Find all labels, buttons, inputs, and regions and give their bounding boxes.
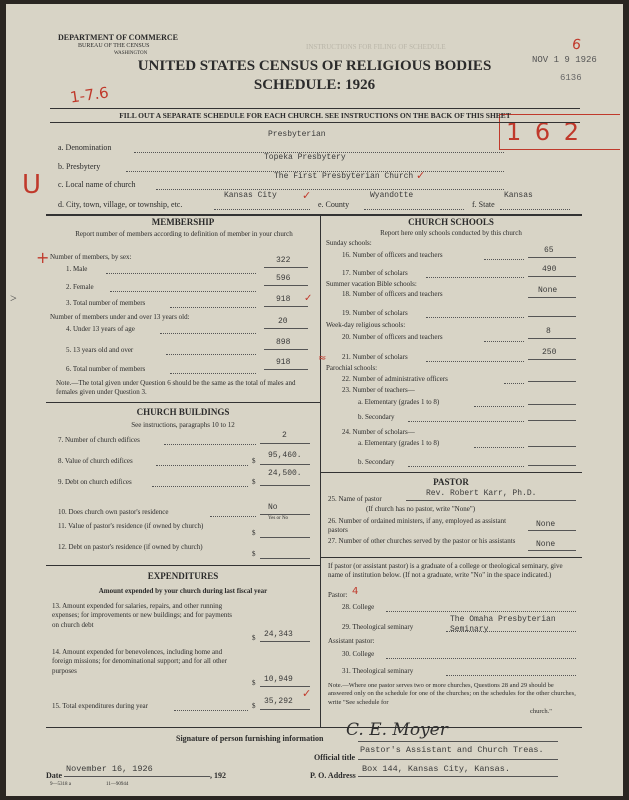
signature-label: Signature of person furnishing information	[176, 734, 324, 743]
q1-label: 1. Male	[66, 265, 88, 273]
q13-value: 24,343	[264, 630, 293, 639]
q23a-label: a. Elementary (grades 1 to 8)	[358, 398, 440, 406]
address-value: Box 144, Kansas City, Kansas.	[362, 764, 510, 774]
q7-label: 7. Number of church edifices	[58, 436, 140, 444]
address-label: P. O. Address	[310, 771, 356, 780]
q20-value: 8	[546, 327, 551, 336]
census-form	[6, 4, 623, 796]
weekday-schools-label: Week-day religious schools:	[326, 321, 406, 329]
official-title-value: Pastor's Assistant and Church Treas.	[360, 745, 544, 755]
buildings-title: CHURCH BUILDINGS	[136, 407, 230, 417]
q22-label: 22. Number of administrative officers	[342, 375, 448, 383]
q9-label: 9. Debt on church edifices	[58, 478, 132, 486]
form-title: UNITED STATES CENSUS OF RELIGIOUS BODIES	[137, 58, 492, 74]
q29-label: 29. Theological seminary	[342, 623, 414, 631]
q13-label: 13. Amount expended for salaries, repairs, and other running expenses; for improvements or new buildings; and for payments on church debt	[52, 602, 233, 629]
red-check-church: ✓	[416, 169, 426, 182]
q15-dollar: $	[252, 702, 256, 710]
pastor-note: Note.—Where one pastor serves two or more churches, Questions 28 and 29 should be answered only on the schedule for one of the churches; on the schedules for the other churches, write "See schedule for	[328, 682, 576, 706]
handwritten-mark-u: U	[22, 170, 42, 200]
form-number: 9—5318 a	[50, 782, 71, 787]
q24-label: 24. Number of scholars—	[342, 428, 415, 436]
yes-no-hint: Yes or No	[268, 516, 289, 521]
q2-label: 2. Female	[66, 283, 94, 291]
vacation-schools-label: Summer vacation Bible schools:	[326, 280, 417, 288]
q17-label: 17. Number of scholars	[342, 269, 408, 277]
q10-value: No	[268, 503, 278, 512]
q13-dollar: $	[252, 634, 256, 642]
sunday-schools-label: Sunday schools:	[326, 239, 372, 247]
parochial-schools-label: Parochial schools:	[326, 364, 378, 372]
q25-value: Rev. Robert Karr, Ph.D.	[426, 489, 537, 498]
city-label: WASHINGTON	[114, 51, 148, 56]
state-value: Kansas	[504, 191, 533, 200]
q16-label: 16. Number of officers and teachers	[342, 251, 443, 259]
q26-value: None	[536, 520, 556, 529]
q14-value: 10,949	[264, 675, 293, 684]
q6-value: 918	[276, 358, 291, 367]
q14-label: 14. Amount expended for benevolences, including home and foreign missions; for denominational support; and for all other purposes	[52, 648, 227, 675]
q5-label: 5. 13 years old and over	[66, 346, 134, 354]
handwritten-mark-4: 4	[352, 586, 359, 597]
official-title-label: Official title	[314, 753, 356, 762]
presbytery-label: b. Presbytery	[58, 162, 101, 171]
bureau-label: BUREAU OF THE CENSUS	[78, 43, 150, 49]
q7-value: 2	[282, 431, 287, 440]
membership-note: Note.—The total given under Question 6 should be the same as the total of males and females given under Question 3.	[56, 379, 296, 397]
q18-label: 18. Number of officers and teachers	[342, 290, 443, 298]
received-stamp-number: 6136	[560, 73, 582, 83]
handwritten-mark-6: 6	[570, 36, 583, 54]
city-value: Kansas City	[224, 191, 277, 200]
q8-value: 95,460.	[268, 451, 302, 460]
county-value: Wyandotte	[370, 191, 414, 200]
assistant-pastor-label: Assistant pastor:	[328, 637, 375, 645]
q3-value: 918	[276, 295, 291, 304]
q24b-label: b. Secondary	[358, 458, 395, 466]
presbytery-value: Topeka Presbytery	[264, 153, 346, 162]
schools-title: CHURCH SCHOOLS	[408, 217, 494, 227]
bleed-through-text: INSTRUCTIONS FOR FILING OF SCHEDULE	[306, 43, 446, 51]
print-number: 11—90944	[106, 782, 129, 787]
q14-dollar: $	[252, 679, 256, 687]
dept-label: DEPARTMENT OF COMMERCE	[58, 33, 179, 42]
date-label: Date	[46, 771, 62, 780]
handwritten-code: 1-7.6	[68, 83, 110, 107]
pastor-label: Pastor:	[328, 591, 348, 599]
q21-label: 21. Number of scholars	[342, 353, 408, 361]
q12-dollar: $	[252, 550, 256, 558]
q15-label: 15. Total expenditures during year	[52, 702, 148, 710]
q18-value: None	[538, 286, 558, 295]
q23-label: 23. Number of teachers—	[342, 386, 415, 394]
buildings-sub: See instructions, paragraphs 10 to 12	[131, 421, 235, 429]
date-value: November 16, 1926	[66, 764, 153, 774]
pastor-note-end: church."	[530, 708, 552, 715]
q29-value-line2: Seminary	[450, 625, 489, 634]
q15-value: 35,292	[264, 697, 293, 706]
q2-value: 596	[276, 274, 291, 283]
red-tick-q15: ✓	[302, 687, 312, 700]
year-suffix: , 192	[210, 771, 226, 780]
q21-value: 250	[542, 348, 557, 357]
q20-label: 20. Number of officers and teachers	[342, 333, 443, 341]
q12-label: 12. Debt on pastor's residence (if owned by church)	[58, 543, 203, 551]
q25-label: 25. Name of pastor	[328, 495, 382, 503]
denomination-value: Presbyterian	[268, 130, 326, 139]
members-by-sex: Number of members, by sex:	[50, 253, 132, 261]
q6-label: 6. Total number of members	[66, 365, 146, 373]
q19-label: 19. Number of scholars	[342, 309, 408, 317]
q17-value: 490	[542, 265, 557, 274]
q1-value: 322	[276, 256, 291, 265]
church-name-value: The First Presbyterian Church	[274, 172, 414, 181]
received-stamp-date: NOV 1 9 1926	[532, 55, 597, 65]
denomination-label: a. Denomination	[58, 143, 112, 152]
education-intro: If pastor (or assistant pastor) is a graduate of a college or theological seminary, give name of institution below. (If not a graduate, write "No" in the space indicated.)	[328, 562, 563, 580]
q31-label: 31. Theological seminary	[342, 667, 414, 675]
county-label: e. County	[318, 200, 350, 209]
instructions-line: FILL OUT A SEPARATE SCHEDULE FOR EACH CHURCH. SEE INSTRUCTIONS ON THE BACK OF THIS SHEET	[119, 111, 511, 120]
membership-intro: Report number of members according to definition of member in your church	[75, 230, 293, 238]
red-tick-q6: ≈	[318, 353, 327, 364]
red-tick-q3: ✓	[304, 293, 313, 304]
schools-intro: Report here only schools conducted by this church	[380, 229, 522, 237]
handwritten-box-number: 1 6 2	[506, 118, 583, 146]
signature: C. E. Moyer	[346, 720, 448, 740]
pencil-arrow-mark: >	[10, 291, 17, 305]
members-by-age: Number of members under and over 13 years old:	[50, 313, 190, 321]
expenditures-title: EXPENDITURES	[147, 571, 219, 581]
q16-value: 65	[544, 246, 554, 255]
q27-value: None	[536, 540, 556, 549]
red-cross-mark: +	[36, 248, 50, 267]
red-check-city: ✓	[302, 189, 312, 202]
state-label: f. State	[472, 200, 495, 209]
q23b-label: b. Secondary	[358, 413, 395, 421]
q4-value: 20	[278, 317, 288, 326]
q26-label: 26. Number of ordained ministers, if any, employed as assistant pastors	[328, 517, 507, 535]
q27-label: 27. Number of other churches served by the pastor or his assistants	[328, 537, 516, 545]
city-label: d. City, town, village, or township, etc.	[58, 200, 183, 209]
q4-label: 4. Under 13 years of age	[66, 325, 135, 333]
q8-dollar: $	[252, 457, 256, 465]
expenditures-sub: Amount expended by your church during last fiscal year	[98, 587, 268, 595]
q29-value-line1: The Omaha Presbyterian	[450, 615, 556, 624]
schedule-title: SCHEDULE: 1926	[253, 77, 376, 93]
q30-label: 30. College	[342, 650, 375, 658]
q11-label: 11. Value of pastor's residence (if owned by church)	[58, 522, 204, 530]
pastor-title: PASTOR	[433, 477, 469, 487]
q9-value: 24,500.	[268, 469, 302, 478]
q11-dollar: $	[252, 529, 256, 537]
q25-note: (If church has no pastor, write "None")	[366, 505, 476, 513]
membership-title: MEMBERSHIP	[151, 217, 215, 227]
q5-value: 898	[276, 338, 291, 347]
q24a-label: a. Elementary (grades 1 to 8)	[358, 439, 440, 447]
q3-label: 3. Total number of members	[66, 299, 146, 307]
q9-dollar: $	[252, 478, 256, 486]
q8-label: 8. Value of church edifices	[58, 457, 133, 465]
q28-label: 28. College	[342, 603, 375, 611]
q10-label: 10. Does church own pastor's residence	[58, 508, 169, 516]
church-name-label: c. Local name of church	[58, 180, 136, 189]
